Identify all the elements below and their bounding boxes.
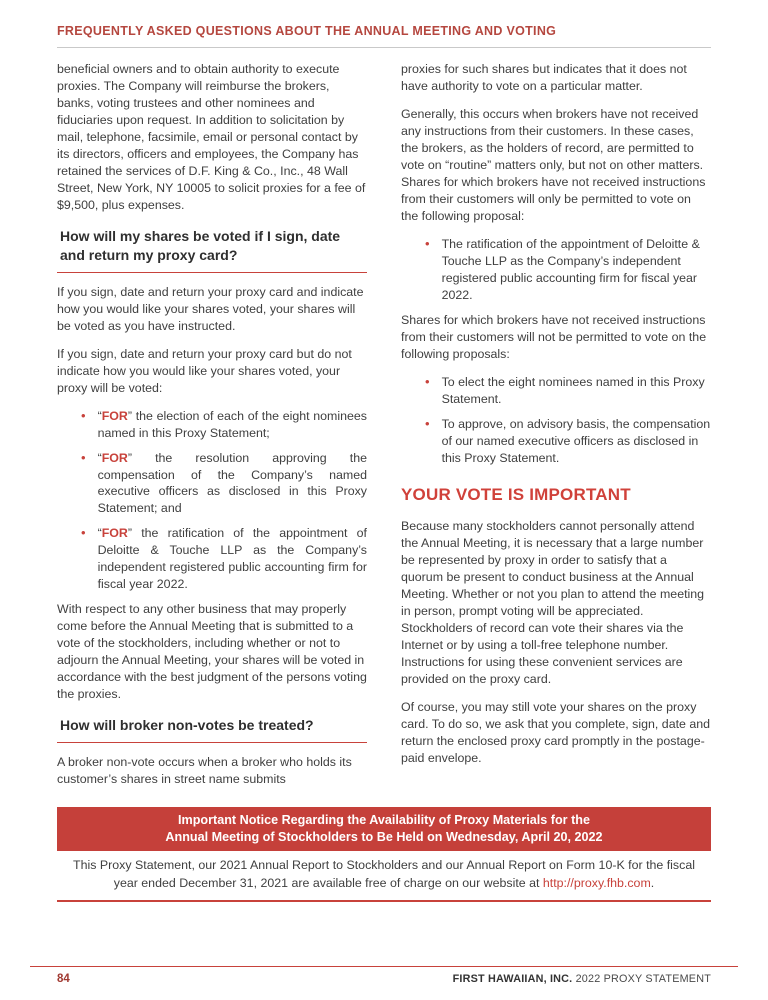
for-bullet-list: [57, 408, 367, 594]
footer-document-label: [453, 973, 711, 985]
paragraph-broker-non-vote: A broker non-vote occurs when a broker who holds its customer’s shares in street name submits: [57, 755, 352, 787]
page-footer: [0, 966, 768, 1000]
bullet-text: The ratification of the appointment of Deloitte & Touche LLP as the Company’s independent registered public accounting firm for fiscal year 2022.: [441, 236, 700, 302]
paragraph-other-business: With respect to any other business that may properly come before the Annual Meeting that is submitted to a vote of the stockholders, including whether or not to adjourn the Annual Meeting, your shares will be voted in accordance with the best judgment of the persons voting the proxies.: [57, 602, 367, 702]
for-emphasis: FOR: [101, 450, 128, 465]
paragraph-solicitation: beneficial owners and to obtain authority to execute proxies. The Company will reimburse the brokers, banks, voting trustees and other nominees and fiduciaries upon request. In addition to solicitation by mail, telephone, facsimile, email or personal contact by its directors, officers and employees, the Company has retained the services of D.F. King & Co., Inc., 48 Wall Street, New York, NY 10005 to solicit proxies for a fee of $9,500, plus expenses.: [57, 62, 366, 212]
bullet-item-advisory-compensation: [401, 416, 711, 467]
question-heading-shares-voted: How will my shares be voted if I sign, date and return my proxy card?: [57, 225, 367, 273]
notice-line-1: Important Notice Regarding the Availability of Proxy Materials for the: [178, 813, 590, 828]
company-name: FIRST HAWAIIAN, INC.: [452, 973, 573, 985]
quote-mark: “: [97, 526, 102, 541]
footer-divider: [30, 966, 738, 967]
bullet-icon: •: [81, 449, 86, 465]
routine-proposal-list: [401, 236, 711, 304]
bullet-icon: •: [81, 407, 86, 423]
bullet-icon: •: [425, 373, 430, 389]
for-emphasis: FOR: [101, 526, 128, 541]
proxy-website-link[interactable]: http://proxy.fhb.com: [542, 875, 651, 890]
bullet-text: To approve, on advisory basis, the compensation of our named executive officers as disclosed in this Proxy Statement.: [441, 416, 711, 465]
bullet-text: [98, 525, 367, 593]
for-emphasis: FOR: [101, 408, 128, 423]
question-heading-broker-non-votes: How will broker non-votes be treated?: [57, 714, 367, 743]
footer-row: [57, 973, 711, 985]
quote-mark: “: [97, 408, 102, 423]
bullet-item-election: [57, 408, 367, 442]
paragraph-quorum: Because many stockholders cannot personally attend the Annual Meeting, it is necessary that a large number be represented by proxy in order to satisfy that a quorum be present to conduct business at the Annual Meeting. Whether or not you plan to attend the meeting in person, prompt voting will be appreciated. Stockholders of record can vote their shares via the Internet or by using a toll-free telephone number. Instructions for using these convenient services are provided on the proxy card.: [401, 518, 705, 686]
page-header: [57, 24, 711, 48]
bullet-item-compensation: [57, 450, 367, 518]
notice-body-period: .: [650, 875, 655, 890]
paragraph-routine-matters: Generally, this occurs when brokers have not received any instructions from their customers. In these cases, the brokers, as the holders of record, are permitted to vote on “routine” matters only, but not on other matters. Shares for which brokers have not received instructions from their customers will only be permitted to vote on the following proposal:: [401, 106, 706, 223]
bullet-text: To elect the eight nominees named in this Proxy Statement.: [441, 374, 705, 406]
bullet-rest: ” the ratification of the appointment of Deloitte & Touche LLP as the Company’s independent registered public accounting firm for fiscal year 2022.: [97, 526, 367, 592]
page-number: 84: [57, 973, 70, 985]
bullet-rest: ” the election of each of the eight nominees named in this Proxy Statement;: [97, 408, 367, 440]
left-column: [57, 61, 367, 799]
two-column-content: [57, 61, 711, 799]
page-title: FREQUENTLY ASKED QUESTIONS ABOUT THE ANNUAL MEETING AND VOTING: [57, 24, 557, 38]
non-routine-proposal-list: [401, 374, 711, 467]
notice-divider: [57, 900, 711, 902]
bullet-icon: •: [425, 415, 430, 431]
bullet-text: [98, 408, 367, 442]
section-heading-your-vote: YOUR VOTE IS IMPORTANT: [401, 484, 631, 504]
paragraph-not-permitted: Shares for which brokers have not received instructions from their customers will not be permitted to vote on the following proposals:: [401, 312, 707, 361]
bullet-icon: •: [81, 525, 86, 541]
paragraph-instructed: If you sign, date and return your proxy card and indicate how you would like your shares voted, your shares will be voted as you have instructed.: [57, 284, 364, 333]
quote-mark: “: [97, 450, 102, 465]
notice-body-text: This Proxy Statement, our 2021 Annual Report to Stockholders and our Annual Report on Form 10-K for the fiscal year ended December 31, 2021 are available free of charge on our website at: [73, 858, 695, 890]
bullet-item-ratification-right: [401, 236, 711, 304]
paragraph-return-card: Of course, you may still vote your shares on the proxy card. To do so, we ask that you complete, sign, date and return the enclosed proxy card promptly in the postage-paid envelope.: [401, 699, 711, 765]
bullet-item-elect-nominees: [401, 374, 711, 408]
important-notice-section: [57, 807, 711, 901]
bullet-text: [98, 450, 367, 518]
bullet-icon: •: [425, 235, 430, 251]
paragraph-not-indicated: If you sign, date and return your proxy card but do not indicate how you would like your shares voted, your proxy will be voted:: [57, 346, 352, 395]
important-notice-banner: [57, 807, 711, 851]
bullet-rest: ” the resolution approving the compensation of the Company’s named executive officers as disclosed in this Proxy Statement; and: [97, 450, 367, 516]
bullet-item-ratification: [57, 525, 367, 593]
right-column: [401, 61, 711, 799]
notice-body: [57, 857, 711, 892]
notice-line-2: Annual Meeting of Stockholders to Be Held on Wednesday, April 20, 2022: [165, 829, 603, 844]
paragraph-proxies-continued: proxies for such shares but indicates that it does not have authority to vote on a particular matter.: [401, 62, 687, 93]
document-title: 2022 PROXY STATEMENT: [575, 973, 711, 985]
